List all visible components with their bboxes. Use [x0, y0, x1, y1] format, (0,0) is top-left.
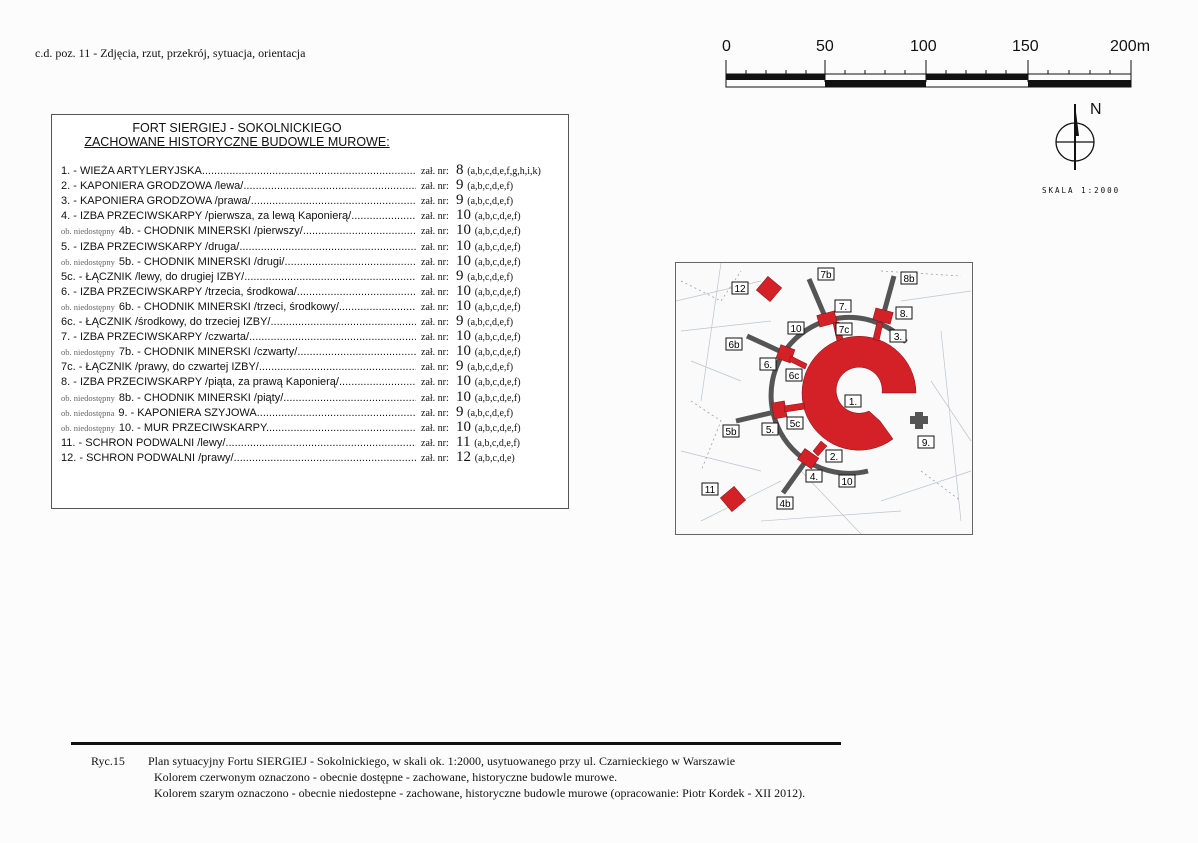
attachment-number: 9 — [456, 192, 464, 209]
legend-item-label — [61, 241, 416, 253]
legend-zal-label: zał. nr: — [421, 211, 449, 223]
attachment-number: 9 — [456, 403, 464, 420]
attachment-parts: (a,b,c,d,e,f) — [474, 226, 521, 238]
attachment-parts: (a,b,c,d,e,f) — [474, 332, 521, 344]
map-label: 5c — [789, 419, 801, 430]
legend-item-text: 9. - KAPONIERA SZYJOWA — [118, 406, 257, 419]
legend-item-note: ob. niedostępny — [61, 301, 115, 312]
legend-zal-label: zał. nr: — [421, 271, 449, 283]
legend-zal-label: zał. nr: — [421, 317, 449, 328]
scale-label: 200m — [1110, 38, 1151, 55]
figure-caption — [71, 742, 841, 800]
attachment-number: 8 — [456, 162, 464, 178]
attachment-parts: (a,b,c,d,e,f) — [467, 407, 514, 419]
map-label: 6c — [788, 371, 800, 382]
legend-item-label — [61, 225, 416, 237]
legend-zal-label: zał. nr: — [421, 452, 449, 464]
attachment-number: 10 — [456, 418, 471, 435]
attachment-number: 10 — [456, 222, 471, 239]
legend-item-label — [61, 165, 416, 177]
map-label: 3. — [893, 332, 903, 343]
legend-zal-label: zał. nr: — [421, 241, 449, 253]
attachment-parts: (a,b,c,d,e) — [474, 452, 515, 464]
legend-zal-label: zał. nr: — [421, 407, 449, 419]
legend-item-note: ob. niedostępny — [61, 256, 115, 267]
attachment-number: 10 — [456, 237, 471, 254]
attachment-number: 9 — [456, 177, 464, 194]
legend-item-text: 8. - IZBA PRZECIWSKARPY /piąta, za prawą Kaponierą/ — [61, 376, 339, 389]
scale-label: 50 — [816, 38, 834, 55]
legend-item-label — [61, 346, 416, 358]
legend-zal-label: zał. nr: — [421, 256, 449, 268]
legend-item-text: 7. - IZBA PRZECIWSKARPY /czwarta/ — [61, 331, 250, 344]
legend-item-label — [61, 361, 416, 373]
legend-item-text: 2. - KAPONIERA GRODZOWA /lewa/ — [61, 180, 244, 193]
legend-zal-label: zał. nr: — [421, 226, 449, 238]
legend-item-label — [61, 271, 416, 283]
legend-zal-label: zał. nr: — [421, 437, 449, 449]
caption-line3: Kolorem szarym oznaczono - obecnie niedostepne - zachowane, historyczne budowle murowe (opracowanie: Piotr Kordek - XII 2012). — [154, 786, 806, 800]
legend-zal-label: zał. nr: — [421, 422, 449, 434]
legend-item-label — [61, 316, 416, 328]
legend-zal-label: zał. nr: — [421, 332, 449, 344]
legend-item — [61, 448, 566, 468]
attachment-parts: (a,b,c,d,e,f) — [474, 286, 521, 298]
legend-item-note: ob. niedostępny — [61, 226, 115, 237]
attachment-number: 10 — [456, 207, 471, 224]
legend-item-text: 1. - WIEŻA ARTYLERYJSKA — [61, 165, 202, 177]
legend-item-label — [61, 407, 416, 419]
attachment-parts: (a,b,c,d,e,f) — [467, 181, 514, 193]
attachment-parts: (a,b,c,d,e,f) — [467, 271, 514, 283]
caption-line1: Plan sytuacyjny Fortu SIERGIEJ - Sokolnickiego, w skali ok. 1:2000, usytuowanego przy ul. Czarnieckiego w Warszawie — [148, 754, 736, 768]
legend-item-label — [61, 452, 416, 464]
attachment-parts: (a,b,c,d,e,f) — [474, 422, 521, 434]
legend-subtitle: ZACHOWANE HISTORYCZNE BUDOWLE MUROWE: — [84, 135, 390, 149]
scale-label: 100 — [910, 38, 937, 55]
legend-item-text: 5b. - CHODNIK MINERSKI /drugi/ — [118, 255, 285, 268]
legend-item-note: ob. niedostępna — [61, 407, 115, 418]
legend-zal-label: zał. nr: — [421, 286, 449, 298]
legend-item-text: 10. - MUR PRZECIWSKARPY — [118, 421, 266, 434]
site-plan-map — [675, 262, 973, 535]
caption-line2: Kolorem czerwonym oznaczono - obecnie dostępne - zachowane, historyczne budowle murowe. — [154, 770, 618, 784]
legend-item-text: 11. - SCHRON PODWALNI /lewy/ — [61, 436, 226, 449]
legend-item-label — [61, 437, 416, 449]
legend-zal-label: zał. nr: — [421, 362, 449, 374]
map-label: 5. — [765, 425, 775, 436]
legend-box — [51, 114, 569, 509]
legend-item-note: ob. niedostępny — [61, 422, 115, 433]
attachment-number: 10 — [456, 343, 471, 360]
legend-item-text: 5. - IZBA PRZECIWSKARPY /druga/ — [61, 240, 240, 253]
attachment-parts: (a,b,c,d,e,f) — [474, 301, 521, 313]
map-label: 1. — [848, 397, 858, 408]
legend-zal-label: zał. nr: — [421, 181, 449, 193]
legend-zal-label: zał. nr: — [421, 347, 449, 359]
attachment-number: 10 — [456, 252, 471, 269]
map-label: 4. — [809, 472, 819, 483]
legend-item-note: ob. niedostępny — [61, 392, 115, 403]
attachment-parts: (a,b,c,d,e,f) — [474, 392, 521, 404]
attachment-parts: (a,b,c,d,e,f) — [474, 377, 521, 389]
legend-item-label — [61, 286, 416, 298]
map-label: 12 — [734, 284, 746, 295]
legend-item-text: 4b. - CHODNIK MINERSKI /pierwszy/ — [118, 225, 303, 238]
scale-label: 150 — [1012, 38, 1039, 55]
map-label: 7b — [820, 270, 832, 281]
legend-attachment — [456, 449, 515, 466]
map-label: 7c — [838, 325, 850, 336]
legend-item-label — [61, 376, 416, 388]
legend-item-text: 6b. - CHODNIK MINERSKI /trzeci, środkowy/ — [118, 300, 339, 313]
legend-item-text: 6. - IZBA PRZECIWSKARPY /trzecia, środkowa/ — [61, 285, 297, 298]
artillery-tower — [802, 336, 916, 450]
legend-item-label — [61, 392, 416, 404]
attachment-parts: (a,b,c,d,e,f) — [474, 347, 521, 359]
legend-item-text: 6c. - ŁĄCZNIK /środkowy, do trzeciej IZBY/ — [61, 316, 271, 328]
scale-bar — [720, 58, 1140, 90]
site-plan-drawing — [676, 263, 972, 534]
attachment-number: 10 — [456, 328, 471, 345]
legend-item-text: 7c. - ŁĄCZNIK /prawy, do czwartej IZBY/ — [61, 361, 259, 374]
header-reference: c.d. poz. 11 - Zdjęcia, rzut, przekrój, sytuacja, orientacja — [35, 46, 306, 60]
attachment-parts: (a,b,c,d,e,f) — [474, 211, 521, 223]
attachment-number: 9 — [456, 313, 464, 329]
attachment-number: 10 — [456, 373, 471, 390]
legend-zal-label: zał. nr: — [421, 196, 449, 208]
attachment-number: 12 — [456, 448, 471, 465]
attachment-number: 10 — [456, 297, 471, 314]
attachment-number: 10 — [456, 282, 471, 299]
attachment-parts: (a,b,c,d,e,f) — [467, 362, 514, 374]
legend-item-label — [61, 422, 416, 434]
legend-zal-label: zał. nr: — [421, 377, 449, 389]
attachment-number: 9 — [456, 358, 464, 375]
legend-zal-label: zał. nr: — [421, 301, 449, 313]
legend-item-label — [61, 180, 416, 192]
legend-item-note: ob. niedostępny — [61, 347, 115, 358]
caption-ref: Ryc.15 — [91, 754, 125, 768]
attachment-parts: (a,b,c,d,e,f,g,h,i,k) — [467, 166, 541, 177]
legend-item-label — [61, 301, 416, 313]
map-label: 4b — [779, 499, 791, 510]
map-label: 10 — [790, 324, 802, 335]
gorge-caponier — [910, 412, 928, 429]
attachment-parts: (a,b,c,d,e,f) — [474, 241, 521, 253]
legend-item-label — [61, 210, 416, 222]
legend-item-text: 7b. - CHODNIK MINERSKI /czwarty/ — [118, 346, 298, 359]
legend-item-label — [61, 256, 416, 268]
attachment-parts: (a,b,c,d,e,f) — [474, 437, 521, 449]
legend-zal-label: zał. nr: — [421, 392, 449, 404]
map-label: 8. — [899, 309, 909, 320]
map-label: 7. — [838, 302, 848, 313]
legend-item-text: 8b. - CHODNIK MINERSKI /piąty/ — [118, 391, 284, 404]
legend-zal-label: zał. nr: — [421, 166, 449, 177]
legend-item-text: 3. - KAPONIERA GRODZOWA /prawa/ — [61, 195, 251, 208]
north-label: N — [1090, 101, 1102, 118]
map-label: 10 — [841, 477, 853, 488]
scale-text: SKALA 1:2000 — [1042, 186, 1121, 195]
map-label: 6. — [763, 360, 773, 371]
legend-item-text: 12. - SCHRON PODWALNI /prawy/ — [61, 451, 234, 464]
map-label: 2. — [829, 452, 839, 463]
map-label: 9. — [921, 438, 931, 449]
attachment-parts: (a,b,c,d,e,f) — [474, 256, 521, 268]
attachment-number: 9 — [456, 267, 464, 284]
legend-item-text: 4. - IZBA PRZECIWSKARPY /pierwsza, za lewą Kaponierą/ — [61, 210, 352, 223]
legend-title: FORT SIERGIEJ - SOKOLNICKIEGO — [132, 121, 342, 135]
legend-item-text: 5c. - ŁĄCZNIK /lewy, do drugiej IZBY/ — [61, 270, 245, 283]
map-label: 11 — [704, 485, 716, 496]
legend-item-label — [61, 195, 416, 207]
attachment-parts: (a,b,c,d,e,f) — [467, 317, 514, 328]
map-label: 6b — [728, 340, 740, 351]
map-label: 8b — [903, 274, 915, 285]
attachment-number: 10 — [456, 388, 471, 405]
attachment-number: 11 — [456, 433, 471, 450]
attachment-parts: (a,b,c,d,e,f) — [467, 196, 514, 208]
map-label: 5b — [725, 427, 737, 438]
legend-item-label — [61, 331, 416, 343]
scale-label: 0 — [722, 38, 731, 55]
